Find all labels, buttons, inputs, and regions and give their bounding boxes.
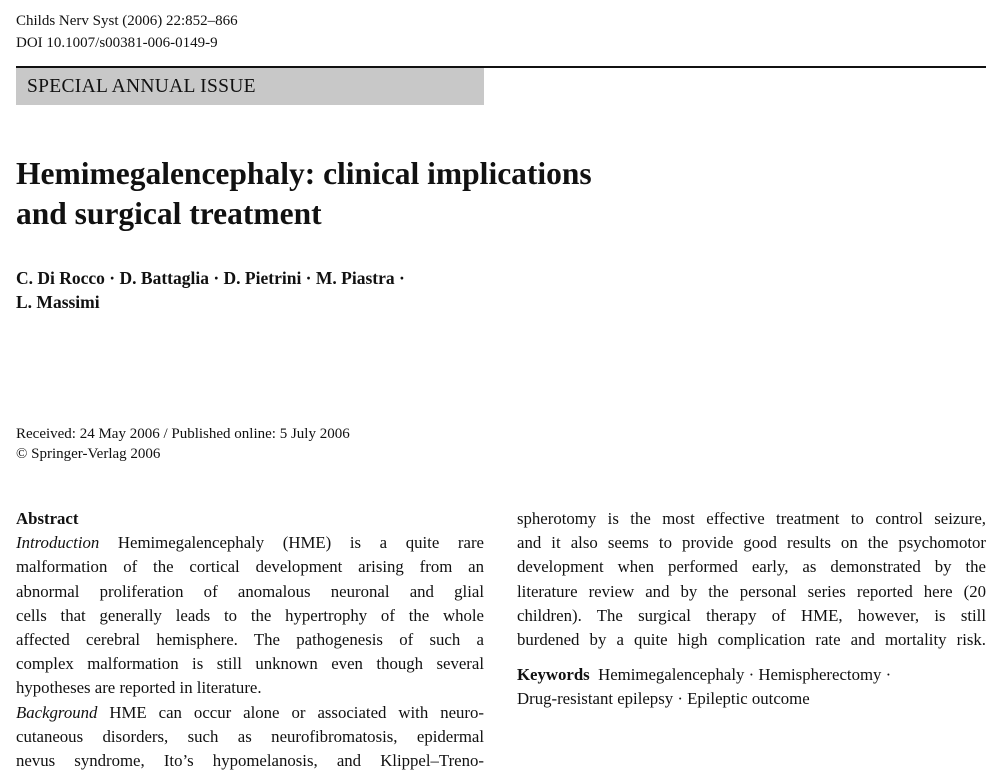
abstract-right-column — [517, 507, 986, 712]
title-line-1: Hemimegalencephaly: clinical implications — [16, 156, 592, 191]
title-line-2: and surgical treatment — [16, 196, 322, 231]
keywords-line-2: Drug-resistant epilepsy · Epileptic outcome — [517, 689, 810, 709]
abstract-line: hypotheses are reported in literature. — [16, 678, 262, 698]
keywords-text-1: Hemimegalencephaly · Hemispherectomy · — [598, 665, 892, 685]
abstract-line: children). The surgical therapy of HME, however, is still — [517, 605, 986, 625]
abstract-left-column — [16, 507, 484, 773]
journal-citation: Childs Nerv Syst (2006) 22:852–866 — [16, 13, 238, 29]
abstract-line: abnormal proliferation of anomalous neuronal and glial — [16, 581, 484, 601]
abstract-line — [16, 531, 484, 555]
keywords-spacer — [517, 652, 986, 663]
background-text: HME can occur alone or associated with neuro- — [109, 702, 484, 722]
authors-line-2: L. Massimi — [16, 292, 100, 312]
abstract-line: affected cerebral hemisphere. The pathogenesis of such a — [16, 629, 484, 649]
keywords-heading: Keywords — [517, 665, 590, 685]
article-title — [16, 154, 716, 234]
abstract-line: complex malformation is still unknown even though several — [16, 654, 484, 674]
copyright-notice: © Springer-Verlag 2006 — [16, 446, 161, 462]
abstract-line: burdened by a quite high complication rate and mortality risk. — [517, 629, 986, 649]
background-label: Background — [16, 702, 98, 722]
intro-text: Hemimegalencephaly (HME) is a quite rare — [117, 533, 484, 553]
keywords-line-1 — [517, 663, 986, 687]
issue-banner: SPECIAL ANNUAL ISSUE — [16, 68, 484, 105]
abstract-line: development when performed early, as demonstrated by the — [517, 557, 986, 577]
abstract-line: and it also seems to provide good results on the psychomotor — [517, 533, 986, 553]
abstract-line: spherotomy is the most effective treatment to control seizure, — [517, 509, 986, 528]
abstract-line: malformation of the cortical development arising from an — [16, 557, 484, 577]
received-published-dates: Received: 24 May 2006 / Published online: 5 July 2006 — [16, 426, 350, 442]
introduction-label: Introduction — [16, 533, 100, 553]
author-list — [16, 266, 536, 314]
doi: DOI 10.1007/s00381-006-0149-9 — [16, 35, 218, 51]
abstract-line: cutaneous disorders, such as neurofibromatosis, epidermal — [16, 726, 484, 746]
abstract-line: cells that generally leads to the hypertrophy of the whole — [16, 605, 484, 625]
abstract-line: literature review and by the personal series reported here (20 — [517, 581, 986, 601]
abstract-line: nevus syndrome, Ito’s hypomelanosis, and Klippel–Treno- — [16, 750, 484, 770]
authors-line-1: C. Di Rocco · D. Battaglia · D. Pietrini · M. Piastra · — [16, 268, 405, 288]
abstract-heading: Abstract — [16, 509, 79, 528]
abstract-line — [16, 701, 484, 725]
